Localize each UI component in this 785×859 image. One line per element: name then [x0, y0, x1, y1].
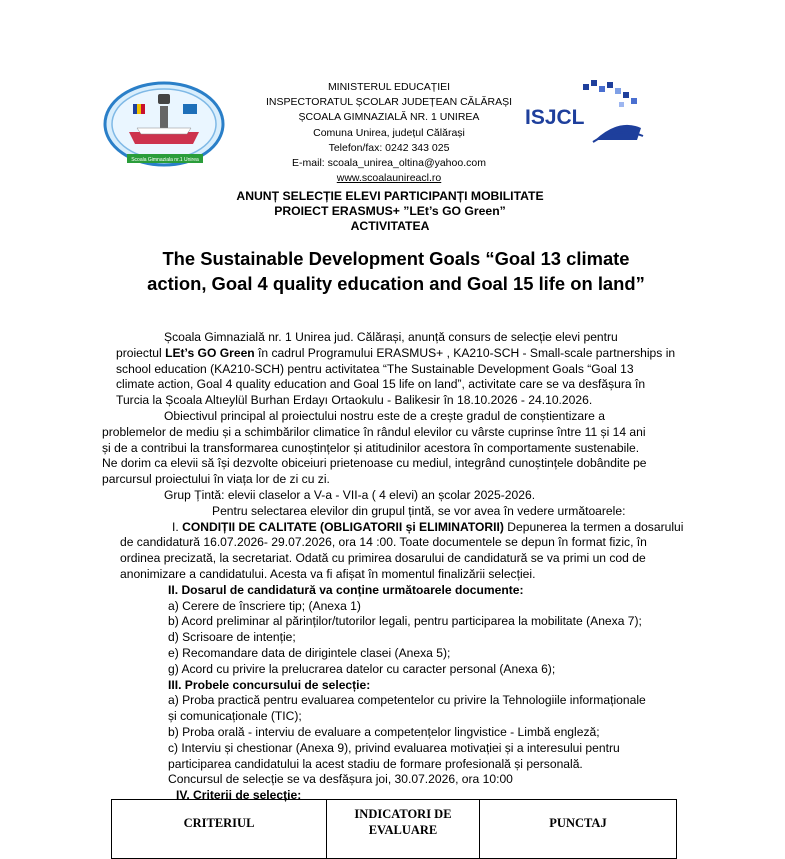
selection-intro: Pentru selectarea elevilor din grupul țintă, se vor avea în vedere următoarele:: [212, 503, 626, 518]
conditions-line: ordinea precizată, la secretariat. Odată cu primirea dosarului de candidatură se va primi un cod de: [120, 551, 646, 566]
paragraph-objective-line: problemelor de mediu și a schimbărilor climatice în rândul elevilor cu vârste cuprinse între 11 și 14 ani: [102, 424, 646, 439]
dossier-item: e) Recomandare data de dirigintele clasei (Anexa 5);: [168, 645, 451, 660]
paragraph-intro-line: Școala Gimnazială nr. 1 Unirea jud. Călărași, anunță consurs de selecție elevi pentru: [164, 330, 618, 344]
announcement-title: ANUNȚ SELECȚIE ELEVI PARTICIPANȚI MOBILITATE: [236, 189, 544, 203]
table-header-row: [112, 800, 677, 859]
section-conditions-heading: I. CONDIȚII DE CALITATE (OBLIGATORII și ELIMINATORII) Depunerea la termen a dosarului: [172, 519, 684, 534]
school-name: ȘCOALA GIMNAZIALĂ NR. 1 UNIREA: [298, 111, 480, 124]
announcement-body: [102, 330, 684, 804]
paragraph-objective-line: și de a contribui la transformarea cunoștințelor și atitudinilor acestora în comportamente sustenabile.: [102, 440, 640, 455]
paragraph-intro-line: Turcia la Școala Altıeylül Burhan Erdayı Ortaokulu - Balikesir în 18.10.2026 - 24.10.2026.: [116, 393, 593, 408]
paragraph-intro-line: school education (KA210-SCH) pentru activitatea “The Sustainable Development Goals “Goal 13: [116, 361, 634, 376]
header-punctaj: PUNCTAJ: [480, 800, 677, 859]
section-dossier-heading: II. Dosarul de candidatură va conține următoarele documente:: [168, 582, 524, 597]
dossier-item: b) Acord preliminar al părinților/tutorilor legali, pentru participarea la mobilitate (Anexa 7);: [168, 614, 642, 629]
test-item: b) Proba orală - interviu de evaluare a competențelor lingvistice - Limbă engleză;: [168, 724, 600, 739]
inspectorate-name: INSPECTORATUL ȘCOLAR JUDEȚEAN CĂLĂRAȘI: [265, 96, 513, 109]
contest-date: Concursul de selecție se va desfășura joi, 30.07.2026, ora 10:00: [168, 772, 513, 787]
school-website-link[interactable]: www.scoalaunireacl.ro: [336, 172, 442, 185]
school-phone: Telefon/fax: 0242 343 025: [328, 141, 450, 154]
paragraph-objective-line: Obiectivul principal al proiectului nostru este de a crește gradul de conștientizare a: [164, 408, 605, 423]
school-logo: [103, 80, 226, 172]
paragraph-objective-line: parcursul proiectului în viața lor de zi cu zi.: [102, 472, 330, 487]
ministry-name: MINISTERUL EDUCAȚIEI: [327, 81, 451, 93]
criteria-table: [111, 799, 677, 859]
test-item: a) Proba practică pentru evaluarea competentelor cu privire la Tehnologiile informaționale: [168, 693, 646, 708]
school-address: Comuna Unirea, județul Călărași: [313, 126, 465, 139]
test-item: participarea candidatului la acest stadiu de formare profesională și personală.: [168, 756, 583, 771]
project-name-bold: LEt’s GO Green: [165, 345, 255, 360]
paragraph-objective-line: Ne dorim ca elevii să își dezvolte obiceiuri prietenoase cu mediul, integrând cunoștințele dobândite pe: [102, 456, 647, 471]
section-criteria-heading: IV. Criterii de selecție:: [176, 788, 302, 803]
paragraph-intro-line: climate action, Goal 4 quality education and Goal 15 life on land”, activitate care se va desfășura în: [116, 377, 646, 392]
dossier-item: a) Cerere de înscriere tip; (Anexa 1): [168, 598, 361, 613]
svg-text:Scoala Gimnaziala nr.1 Unirea: Scoala Gimnaziala nr.1 Unirea: [131, 157, 199, 163]
activity-title-line-2: action, Goal 4 quality education and Goal 15 life on land”: [147, 273, 645, 294]
dossier-item: g) Acord cu privire la prelucrarea datelor cu caracter personal (Anexa 6);: [168, 661, 556, 676]
isjcl-logo: [523, 78, 646, 146]
conditions-line: anonimizare a candidatului. Acesta va fi afișat în momentul finalizării selecției.: [120, 566, 536, 581]
header-criteriul: CRITERIUL: [112, 800, 327, 859]
conditions-title: CONDIȚII DE CALITATE (OBLIGATORII și ELIMINATORII): [182, 519, 504, 534]
test-item: c) Interviu și chestionar (Anexa 9), privind evaluarea motivației și a interesului pentru: [168, 740, 620, 755]
dossier-item: d) Scrisoare de intenție;: [168, 630, 296, 645]
target-group: Grup Țintă: elevii claselor a V-a - VII-a ( 4 elevi) an școlar 2025-2026.: [164, 487, 536, 502]
project-title: PROIECT ERASMUS+ ”LEt’s GO Green”: [274, 204, 506, 218]
paragraph-intro-line: proiectul LEt’s GO Green în cadrul Programului ERASMUS+ , KA210-SCH - Small-scale partnerships in: [116, 345, 676, 360]
conditions-line: de candidatură 16.07.2026- 29.07.2026, ora 14 :00. Toate documentele se depun în format fizic, în: [120, 535, 647, 550]
section-tests-heading: III. Probele concursului de selecție:: [168, 677, 371, 692]
activity-label: ACTIVITATEA: [350, 219, 430, 233]
announcement-titles: [150, 189, 630, 234]
activity-title: [96, 246, 696, 296]
activity-title-line-1: The Sustainable Development Goals “Goal 13 climate: [162, 248, 630, 269]
isjcl-logo-text: ISJCL: [525, 106, 585, 129]
school-email: E-mail: scoala_unirea_oltina@yahoo.com: [292, 157, 486, 170]
test-item: și comunicaționale (TIC);: [168, 709, 302, 724]
document-header: [240, 80, 538, 186]
header-indicatori: INDICATORI DE EVALUARE: [327, 800, 480, 859]
